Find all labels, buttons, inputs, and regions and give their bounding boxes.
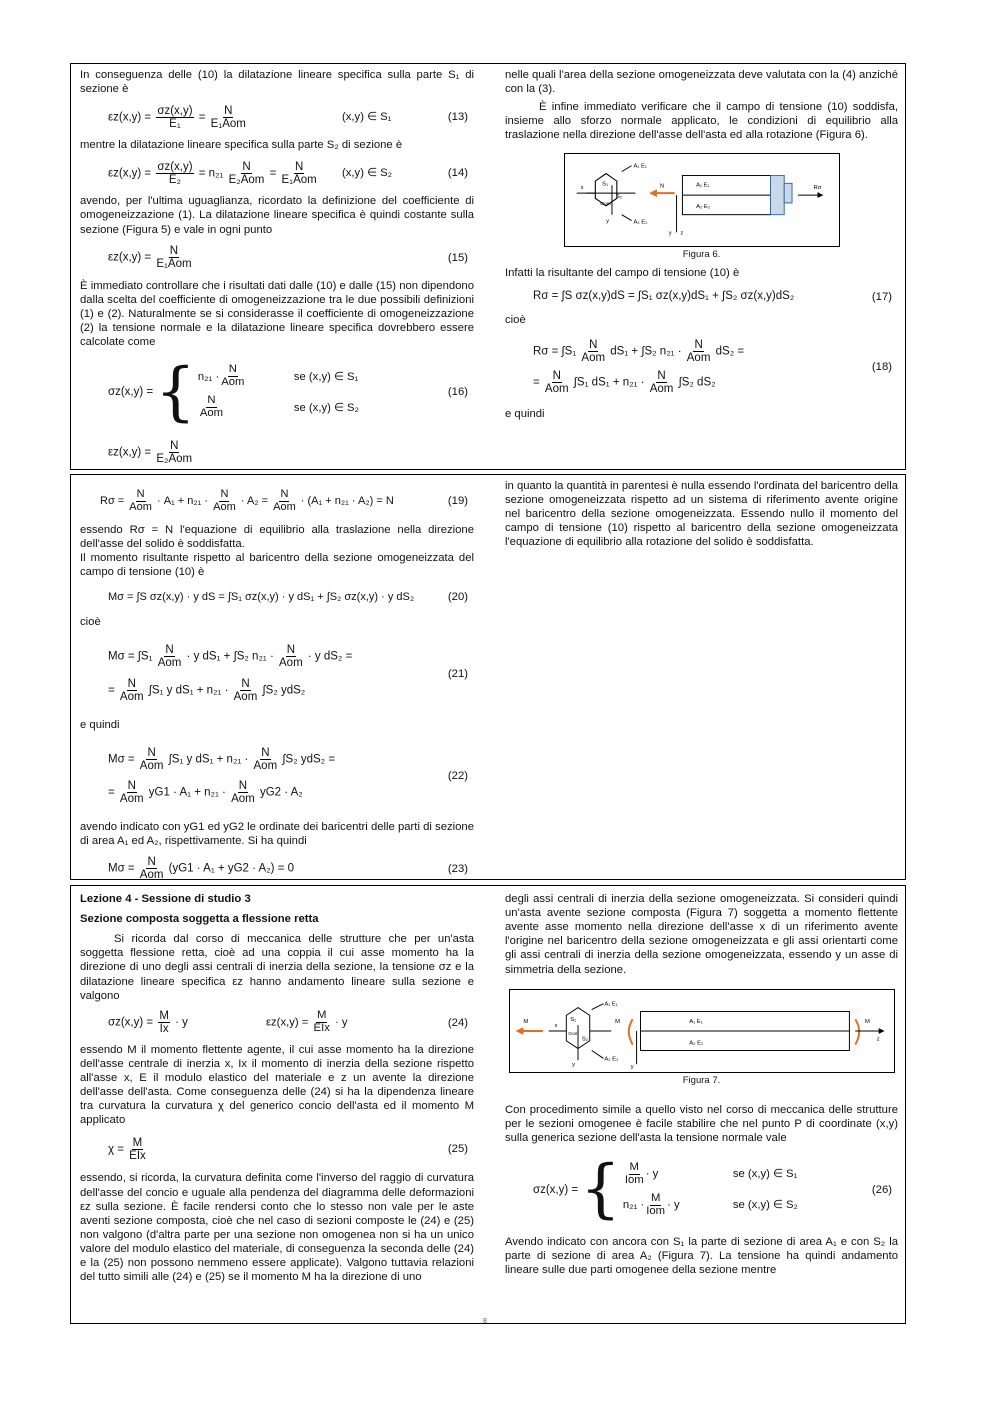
equation-number: (22) <box>447 769 468 782</box>
equation-13: εz(x,y) = $\frac{\sigma z(x,y)}{\text{E₁}}$ = N E₁Aom (x,y) ∈ S₁ (13) <box>108 104 468 130</box>
equation-number: (25) <box>447 1143 468 1156</box>
paragraph: essendo, si ricorda, la curvatura definita come l'inverso del raggio di curvatura dell'asse del concio e uguale alla pendenza del diagramma delle deformazioni εz sulla sezione. È facile rendersi conto che lo stesso non vale per le aste aventi sezione composta, cioè che nel caso di sezioni composte le (24) e (25) non valgono (d'altra parte per una sezione non omogenea non si ha un unico valore del modulo elastico del materiale, di conseguenza la seconda delle (24) e la (25) non possono nemmeno essere applicate). Valgono tuttavia relazioni del tutto simili alle (24) e (25) se il momento M ha la direzione di uno <box>80 1172 474 1284</box>
block-2 <box>70 474 906 880</box>
paragraph: degli assi centrali di inerzia della sezione omogeneizzata. Si consideri quindi un'asta avente sezione composta (Figura 7) soggetta a momento flettente avente asse momento nella direzione dell'asse x di un riferimento avente l'origine nel baricentro della sezione omogeneizzata e gli assi orientarti come gli assi centrali di inerzia della sezione omogeneizzata, essendo y un asse di simmetria della sezione. <box>505 893 898 976</box>
figure-6-drawing <box>564 153 840 247</box>
equation-19: Rσ = N Aom · A₁ + n₂₁ · N Aom · A₂ = N Aom · (A₁ + n₂₁ · A₂) = N (19) <box>100 487 468 513</box>
paragraph: È infine immediato verificare che il campo di tensione (10) soddisfa, insieme allo sforzo normale applicato, le condizioni di equilibrio alla traslazione nella direzione dell'asse dell'asta ed alla rotazione (Figura 6). <box>505 101 898 142</box>
svg-text:A₁ E₁: A₁ E₁ <box>696 181 710 188</box>
paragraph: nelle quali l'area della sezione omogeneizzata deve valutata con la (4) anziché con la (3). <box>505 69 898 96</box>
block-1-left <box>80 68 474 472</box>
svg-text:y: y <box>630 1063 634 1070</box>
equation-number: (18) <box>871 360 892 373</box>
svg-text:A₂ E₂: A₂ E₂ <box>603 1055 618 1062</box>
paragraph: Si ricorda dal corso di meccanica delle strutture che per un'asta soggetta flessione retta, cioè ad una coppia il cui asse momento ha la direzione di uno degli assi centrali di inerzia della sezione, la tensione σz e la dilatazione lineare specifica εz hanno andamento lineare sulla sezione e valgono <box>80 933 474 1002</box>
equation-16b: εz(x,y) = N E₂Aom <box>108 439 193 465</box>
paragraph: cioè <box>505 313 526 326</box>
svg-text:A₁ E₁: A₁ E₁ <box>688 1018 703 1025</box>
equation-number: (23) <box>447 862 468 875</box>
block-1-right <box>505 68 898 421</box>
paragraph: e quindi <box>80 718 120 731</box>
paragraph: avendo indicato con yG1 ed yG2 le ordinate dei baricentri delle parti di sezione di area A₁ ed A₂, rispettivamente. Si ha quindi <box>80 820 474 847</box>
equation-22: Mσ = N Aom ∫S₁ y dS₁ + n₂₁ · N Aom ∫S₂ ydS₂ = = N Aom yG1 · A₁ + n₂₁ · N Aom yG2 · A₂ (22) <box>108 746 468 805</box>
svg-text:y: y <box>606 218 610 225</box>
svg-text:S₂: S₂ <box>581 1036 588 1043</box>
block-2-left <box>80 479 474 890</box>
svg-text:S₁: S₁ <box>602 180 609 187</box>
svg-text:A₁ E₁: A₁ E₁ <box>633 163 647 170</box>
section-heading: Lezione 4 - Sessione di studio 3 <box>80 893 251 905</box>
equation-15: εz(x,y) = N E₁Aom (15) <box>108 245 468 271</box>
equation-25: χ = M EIx (25) <box>108 1136 468 1162</box>
svg-text:M: M <box>614 1018 620 1025</box>
block-3 <box>70 885 906 1324</box>
equation-26: σz(x,y) = { M Iom · y se (x,y) ∈ S₁ n₂₁ · M Iom · y se (x,y) ∈ S₂ (26) <box>533 1152 892 1227</box>
figure-caption: Figura 7. <box>682 1074 721 1086</box>
equation-14: εz(x,y) = $\frac{\sigma z(x,y)}{\text{E₂}}$ = n₂₁ N E₂Aom = N E₁Aom (x,y) ∈ S₂ (14) <box>108 160 468 186</box>
brace: { <box>580 1152 621 1227</box>
svg-text:Gom: Gom <box>567 1031 579 1037</box>
equation-16: σz(x,y) = { n₂₁ · N Aom se (x,y) ∈ S₁ N Aom se (x,y) ∈ S₂ (16) <box>108 354 468 429</box>
svg-text:y: y <box>571 1061 575 1068</box>
equation-number: (19) <box>447 494 468 507</box>
svg-text:x: x <box>580 184 584 191</box>
equation-17: Rσ = ∫S σz(x,y)dS = ∫S₁ σz(x,y)dS₁ + ∫S₂ σz(x,y)dS₂ (17) <box>533 290 892 303</box>
svg-text:A₂ E₂: A₂ E₂ <box>688 1040 703 1047</box>
equation-number: (24) <box>447 1016 468 1029</box>
section-subheading: Sezione composta soggetta a flessione retta <box>80 913 319 926</box>
svg-text:y: y <box>668 229 672 236</box>
paragraph: È immediato controllare che i risultati dati dalle (10) e dalle (15) non dipendono dalla scelta del coefficiente di omogeneizzazione tra le due possibili definizioni (1) e (2). Naturalmente se si considerasse il coefficiente di omogeneizzazione (2) la tensione normale e la dilatazione lineare specifica dovrebbero essere calcolate come <box>80 279 474 349</box>
paragraph: Con procedimento simile a quello visto nel corso di meccanica delle strutture per le sezioni omogenee è facile stabilire che nel punto P di coordinate (x,y) sulla generica sezione dell'asta la tensione normale vale <box>505 1103 898 1144</box>
paragraph: avendo, per l'ultima uguaglianza, ricordato la definizione del coefficiente di omogeneizzazione (1). La dilatazione lineare specifica è quindi costante sulla sezione (Figura 5) e vale in ogni punto <box>80 195 474 236</box>
svg-text:N: N <box>659 182 665 189</box>
svg-text:S₂: S₂ <box>615 193 623 200</box>
brace: { <box>155 354 196 429</box>
svg-text:z: z <box>680 229 684 236</box>
svg-text:A₂ E₂: A₂ E₂ <box>696 203 711 210</box>
svg-text:A₂ E₂: A₂ E₂ <box>633 219 648 226</box>
paragraph: essendo Rσ = N l'equazione di equilibrio alla traslazione nella direzione dell'asse del solido è soddisfatta. <box>80 524 474 551</box>
equation-24: σz(x,y) = $\frac{M}{Ix}$ · y εz(x,y) = M EIx · y (24) <box>108 1009 468 1036</box>
svg-text:M: M <box>864 1018 870 1025</box>
svg-text:Rσ: Rσ <box>813 184 822 191</box>
svg-text:M: M <box>522 1018 528 1025</box>
equation-20: Mσ = ∫S σz(x,y) · y dS = ∫S₁ σz(x,y) · y dS₁ + ∫S₂ σz(x,y) · y dS₂ (20) <box>108 590 468 604</box>
block-2-right <box>505 479 898 550</box>
paragraph: Avendo indicato con ancora con S₁ la parte di sezione di area A₁ e con S₂ la parte di sezione di area A₂ (Figura 7). La tensione ha quindi andamento lineare sulle due parti omogenee della sezione mentre <box>505 1235 898 1277</box>
block-3-left <box>80 892 474 1284</box>
figure-7 <box>505 989 898 1087</box>
svg-text:S₁: S₁ <box>569 1016 576 1023</box>
equation-number: (26) <box>871 1183 892 1196</box>
figure-caption: Figura 6. <box>682 248 721 260</box>
figure-7-drawing <box>509 989 895 1073</box>
paragraph: In conseguenza delle (10) la dilatazione lineare specifica sulla parte S₁ di sezione è <box>80 69 474 96</box>
equation-number: (21) <box>447 667 468 680</box>
equation-18: Rσ = ∫S₁ N Aom dS₁ + ∫S₂ n₂₁ · N Aom dS₂ = = N Aom ∫S₁ dS₁ + n₂₁ · N Aom ∫S₂ dS₂ (18) <box>533 338 892 395</box>
equation-23: Mσ = N Aom (yG1 · A₁ + yG2 · A₂) = 0 (23) <box>108 856 468 882</box>
block-1 <box>70 63 906 470</box>
equation-number: (16) <box>447 386 468 399</box>
svg-text:Gom: Gom <box>600 201 611 207</box>
block-3-right <box>505 892 898 1277</box>
paragraph: essendo M il momento flettente agente, il cui asse momento ha la direzione dell'asse centrale di inerzia x, Ix il momento di inerzia della sezione rispetto all'asse x, E il modulo elastico del materiale e z un avente la direzione dell'asse dell'asta. Come conseguenza delle (24) si ha la dipendenza lineare tra curvatura la curvatura χ del generico concio dell'asta ed il momento M applicato <box>80 1043 474 1127</box>
equation-number: (13) <box>447 111 468 124</box>
svg-text:x: x <box>554 1022 558 1029</box>
equation-number: (20) <box>447 591 468 604</box>
paragraph: mentre la dilatazione lineare specifica sulla parte S₂ di sezione è <box>80 139 403 152</box>
equation-number: (14) <box>447 167 468 180</box>
equation-number: (15) <box>447 251 468 264</box>
paragraph: e quindi <box>505 407 545 420</box>
svg-text:z: z <box>876 1036 880 1043</box>
paragraph: in quanto la quantità in parentesi è nulla essendo l'ordinata del baricentro della sezione omogeneizzata rispetto ad un sistema di riferimento avente origine nel baricentro della sezione omogeneizzata. Essendo nullo il momento del campo di tensione (10) rispetto al baricentro della sezione omogeneizzata l'equazione di equilibrio alla rotazione del solido è soddisfatta. <box>505 480 898 549</box>
paragraph: cioè <box>80 616 101 629</box>
equation-number: (17) <box>871 290 892 303</box>
paragraph: Infatti la risultante del campo di tensione (10) è <box>505 267 740 280</box>
page-number: 8 <box>483 1318 487 1325</box>
figure-6 <box>505 153 898 261</box>
svg-text:A₁ E₁: A₁ E₁ <box>603 1001 618 1008</box>
paragraph: Il momento risultante rispetto al baricentro della sezione omogeneizzata del campo di tensione (10) è <box>80 552 474 579</box>
equation-21: Mσ = ∫S₁ N Aom · y dS₁ + ∫S₂ n₂₁ · N Aom · y dS₂ = = N Aom ∫S₁ y dS₁ + n₂₁ · N Aom ∫S₂ ydS₂ (21) <box>108 644 468 703</box>
